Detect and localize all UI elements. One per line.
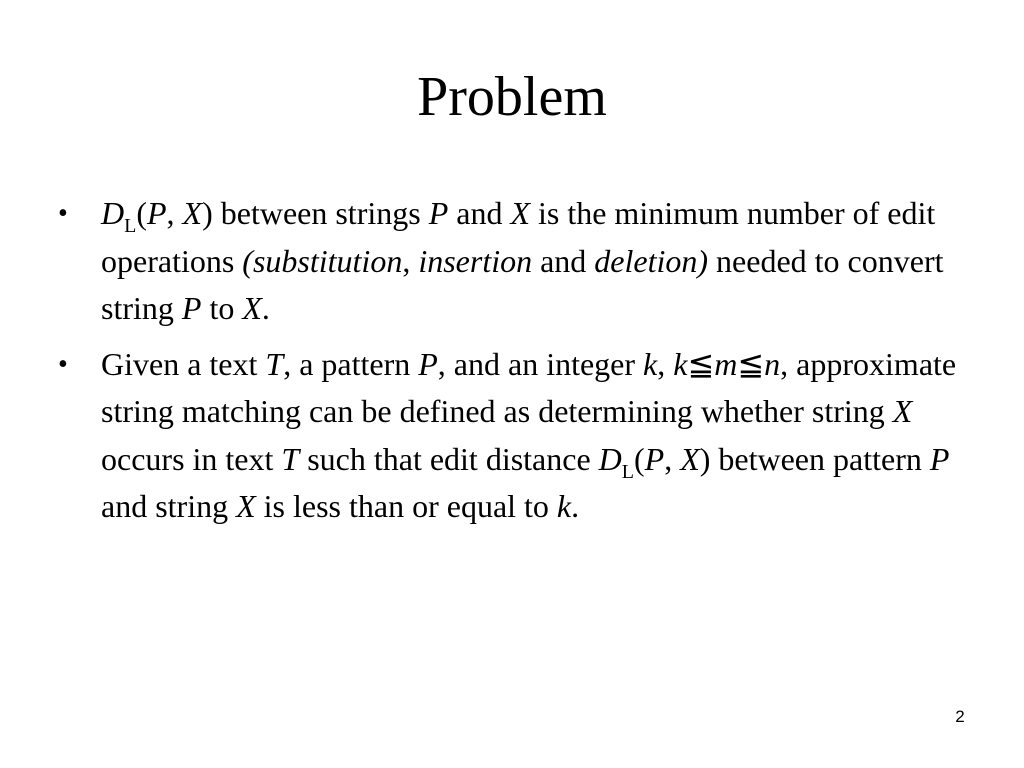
text-run: such that edit distance (299, 440, 599, 477)
italic-text: deletion) (594, 242, 709, 279)
text-run: ) between strings (202, 195, 429, 231)
text-run: and string (101, 488, 237, 524)
bullet-item (58, 341, 963, 531)
subscript-text: L (124, 215, 137, 237)
text-run: Given a text (101, 345, 266, 382)
text-run: ) between pattern (699, 440, 930, 477)
text-run: , (166, 195, 183, 231)
text-run: . (571, 488, 580, 524)
italic-text: m (714, 345, 738, 382)
italic-text: k (556, 488, 572, 524)
bullet-list (58, 190, 963, 539)
bullet-text (101, 346, 956, 525)
italic-text: P (644, 440, 665, 477)
italic-text: X (182, 195, 203, 231)
text-run: and (532, 242, 595, 279)
text-run: to (201, 290, 243, 326)
italic-text: T (265, 345, 284, 382)
subscript-text: L (621, 460, 634, 483)
italic-text: X (680, 440, 700, 477)
italic-text: insertion (418, 242, 533, 279)
italic-text: D (598, 440, 622, 477)
text-run: , (664, 440, 681, 477)
text-run: ≦ (687, 345, 715, 382)
text-run: ≦ (737, 345, 765, 382)
italic-text: P (418, 345, 438, 382)
italic-text: k (643, 345, 658, 382)
italic-text: (substitution (242, 242, 403, 279)
text-run: occurs in text (101, 440, 282, 477)
italic-text: D (101, 195, 125, 231)
italic-text: P (146, 195, 167, 231)
page-number: 2 (955, 707, 965, 726)
italic-text: X (892, 393, 913, 429)
text-run: ( (136, 195, 147, 231)
italic-text: X (242, 290, 262, 326)
text-run: , approximate string matching can be defined as determining whether string (101, 345, 957, 429)
italic-text: X (510, 195, 530, 231)
italic-text: P (181, 290, 202, 326)
text-run: . (261, 290, 270, 326)
text-run: , (402, 242, 419, 279)
slide-title: Problem (417, 66, 607, 128)
bullet-icon: • (58, 198, 68, 229)
text-run: is less than or equal to (255, 488, 557, 524)
italic-text: n (764, 345, 781, 382)
text-run: needed to convert string (101, 242, 944, 326)
italic-text: P (428, 195, 449, 231)
bullet-icon: • (58, 348, 68, 380)
text-run: , a pattern (283, 345, 419, 382)
bullet-item (58, 190, 963, 333)
text-run: and (448, 195, 511, 231)
italic-text: P (929, 440, 950, 477)
italic-text: k (673, 345, 688, 382)
text-run: is the minimum number of edit operations (101, 195, 936, 279)
italic-text: X (236, 488, 256, 524)
text-run: ( (633, 440, 645, 477)
italic-text: T (281, 440, 300, 477)
text-run: , and an integer (437, 345, 644, 382)
bullet-text (101, 195, 943, 326)
text-run: , (657, 345, 674, 382)
